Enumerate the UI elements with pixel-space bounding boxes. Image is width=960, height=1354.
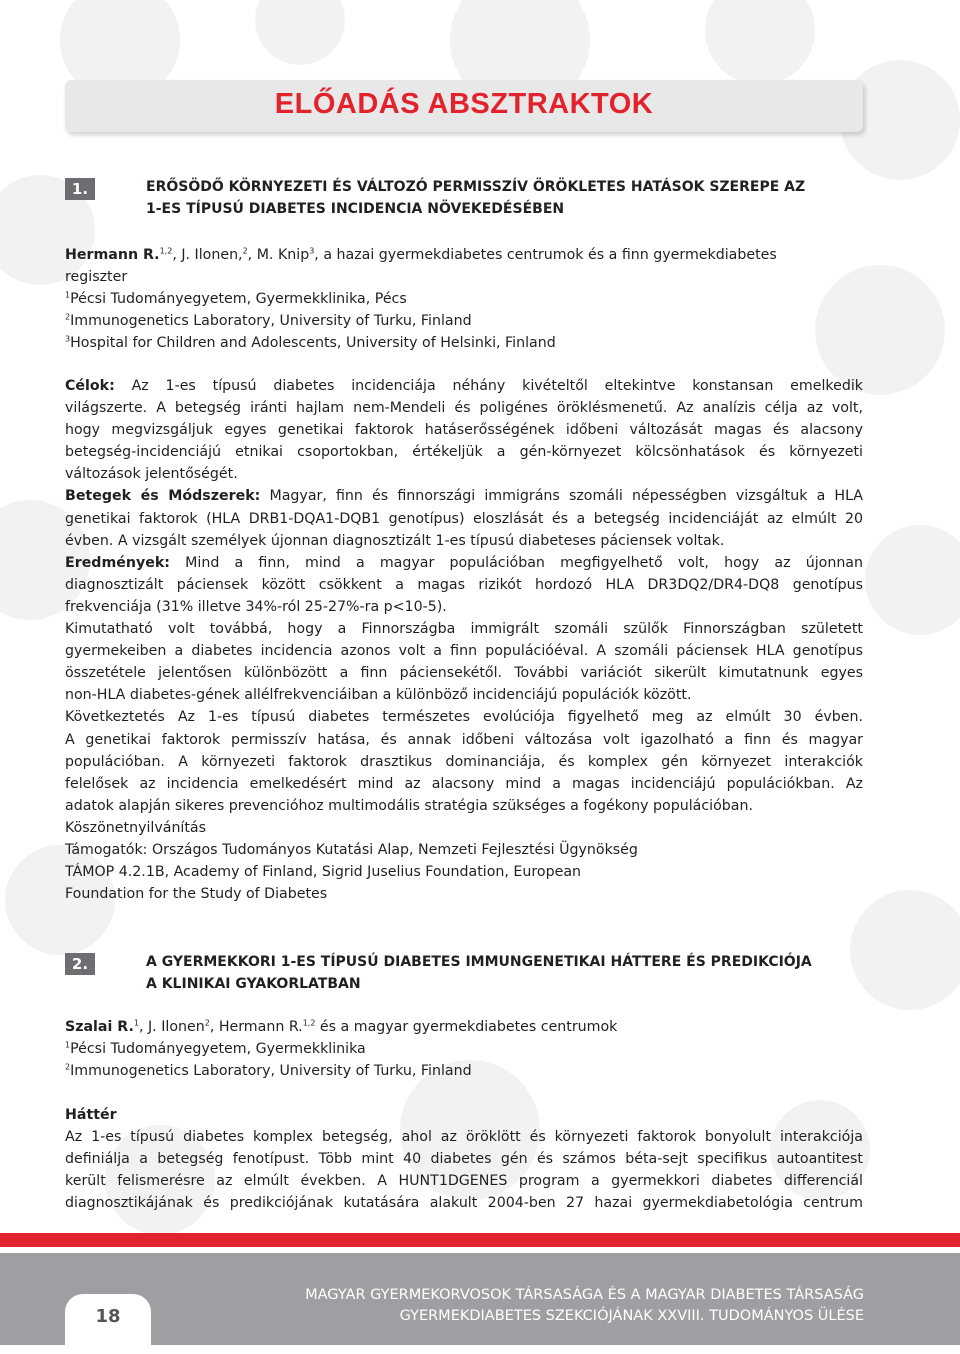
author-text: , J. Ilonen: [138, 1019, 205, 1035]
body-line: [65, 463, 863, 485]
authors-line-1: [65, 244, 863, 266]
section-1-body: [65, 375, 863, 905]
body-text: frekvenciája (31% illetve 34%-ról 25-27%-ra p<10-5).: [65, 598, 447, 615]
body-text: TÁMOP 4.2.1B, Academy of Finland, Sigrid Juselius Foundation, European: [65, 864, 582, 881]
sup: 1,2: [302, 1018, 316, 1028]
lead-author: Hermann R.: [65, 247, 160, 263]
authors-line-2: regiszter: [65, 269, 128, 286]
section-2-title-line1: A GYERMEKKORI 1-ES TÍPUSÚ DIABETES IMMUNGENETIKAI HÁTTERE ÉS PREDIKCIÓJA: [146, 954, 812, 970]
affiliation-text: Immunogenetics Laboratory, University of Turku, Finland: [70, 313, 472, 330]
author-text: , a hazai gyermekdiabetes centrumok és a finn gyermekdiabetes: [314, 247, 777, 263]
affiliation: [65, 1060, 863, 1082]
body-line: [65, 839, 863, 861]
body-line: került felismerésre az elmúlt években. A HUNT1DGENES program a gyermekkori diabetes differenciál: [65, 1173, 863, 1190]
body-line: [65, 729, 863, 751]
body-text: genetikai faktorok (HLA DRB1-DQA1-DQB1 genotípus) eloszlását és a betegség incidenciáját az elmúlt 20: [65, 510, 863, 527]
body-text: gyermekeiben a diabetes incidencia azonos volt a finn populációéval. A szomáli páciensek HLA genotípus: [65, 643, 863, 660]
body-text: A genetikai faktorok permisszív hatása, és annak időbeni változása volt igazolható a finn és magyar: [65, 731, 863, 748]
footer-text: [305, 1285, 864, 1327]
body-text: Köszönetnyilvánítás: [65, 819, 207, 836]
body-line: [65, 795, 863, 817]
affiliation-sup: 2: [65, 1062, 71, 1072]
body-text: Kimutatható volt továbbá, hogy a Finnországba immigrált szomáli szülők Finnországban született: [65, 621, 863, 638]
affiliation: [65, 332, 863, 354]
section-2-title-line2: A KLINIKAI GYAKORLATBAN: [146, 976, 361, 992]
section-1-number: 1.: [65, 178, 95, 200]
section-1-title: [146, 176, 863, 220]
body-line: [65, 684, 863, 706]
body-text: Következtetés Az 1-es típusú diabetes természetes evolúciója figyelhető meg az elmúlt 30 évben.: [65, 709, 863, 726]
section-2-title: [146, 951, 863, 995]
body-text: hogy megvizsgáljuk egyes genetikai faktorok hatáserősségének időbeni változását magas és alacsony: [65, 422, 863, 439]
section-label: Eredmények:: [65, 554, 170, 571]
section-1-affiliations: [65, 288, 863, 354]
affiliation-text: Pécsi Tudományegyetem, Gyermekklinika, Pécs: [70, 291, 407, 308]
affiliation-sup: 1: [65, 290, 71, 300]
authors-line: [65, 1016, 863, 1038]
body-line: [65, 375, 863, 397]
section-2-affiliations: [65, 1038, 863, 1082]
body-line: [65, 662, 863, 684]
body-line: [65, 773, 863, 795]
body-line: [65, 574, 863, 596]
body-line: [65, 706, 863, 728]
body-line: Az 1-es típusú diabetes komplex betegség, ahol az öröklött és környezeti faktorok bonyolult interakciója: [65, 1129, 863, 1146]
sup: 2: [204, 1018, 210, 1028]
body-text: betegség-incidenciájú etnikai csoportokban, értékeljük a gén-környezet kölcsönhatások és környezeti: [65, 444, 863, 461]
body-text: változások jelentőségét.: [65, 466, 238, 483]
author-text: és a magyar gyermekdiabetes centrumok: [315, 1019, 618, 1035]
section-2-authors: [65, 1016, 863, 1082]
author-text: , M. Knip: [247, 247, 310, 263]
body-text: Foundation for the Study of Diabetes: [65, 886, 328, 903]
body-text: Támogatók: Országos Tudományos Kutatási Alap, Nemzeti Fejlesztési Ügynökség: [65, 841, 638, 858]
body-line: [65, 508, 863, 530]
author-text: , Hermann R.: [209, 1019, 303, 1035]
affiliation: [65, 288, 863, 310]
body-line: [65, 552, 863, 574]
footer-line-1: MAGYAR GYERMEKORVOSOK TÁRSASÁGA ÉS A MAGYAR DIABETES TÁRSASÁG: [305, 1287, 864, 1303]
body-text: Az 1-es típusú diabetes incidenciája néhány kivételtől eltekintve konstansan emelkedik: [114, 378, 863, 394]
affiliation-sup: 1: [65, 1040, 71, 1050]
body-text: felelősek az incidencia emelkedésért mind az alacsony mind a magas incidenciájú populációkban. Az: [65, 775, 863, 792]
section-2-subheading: Háttér: [65, 1107, 117, 1123]
section-2-number: 2.: [65, 953, 95, 975]
section-label: Célok:: [65, 378, 115, 394]
sup: 1,2: [159, 246, 173, 256]
body-text: összetétele jelentősen különbözött a finn páciensekétől. További variációt sikerült kimutatnunk egyes: [65, 665, 863, 682]
body-text: diagnosztizált páciensek között csökkent a magas rizikót hordozó HLA DR3DQ2/DR4-DQ8 genotípus: [65, 576, 863, 593]
affiliation-text: Hospital for Children and Adolescents, University of Helsinki, Finland: [70, 335, 556, 352]
body-line: [65, 618, 863, 640]
sup: 3: [309, 246, 315, 256]
page-number: 18: [65, 1294, 151, 1354]
body-line: [65, 817, 863, 839]
affiliation: [65, 1038, 863, 1060]
affiliation-text: Immunogenetics Laboratory, University of Turku, Finland: [70, 1063, 472, 1080]
affiliation-sup: 3: [65, 334, 71, 344]
body-text: adatok alapján sikeres prevencióhoz multimodális stratégia szükséges a fogékony populációban.: [65, 797, 753, 814]
body-line: [65, 485, 863, 507]
body-line: [65, 883, 863, 905]
footer-line-2: GYERMEKDIABETES SZEKCIÓJÁNAK XXVIII. TUDOMÁNYOS ÜLÉSE: [399, 1308, 864, 1324]
affiliation-sup: 2: [65, 312, 71, 322]
body-text: évben. A vizsgált személyek újonnan diagnosztizált 1-es típusú diabeteses páciensek voltak.: [65, 532, 725, 549]
section-2-body: [65, 1126, 863, 1214]
body-text: populációban. A környezeti faktorok drasztikus dominanciája, és komplex gén környezet interakciók: [65, 753, 863, 770]
section-2-background: [65, 1104, 863, 1214]
body-line: [65, 751, 863, 773]
body-text: Mind a finn, mind a magyar populációban megfigyelhető volt, hogy az újonnan: [169, 554, 863, 571]
body-text: non-HLA diabetes-gének allélfrekvenciáiban a különböző incidenciájú populációk között.: [65, 687, 692, 704]
body-line: [65, 397, 863, 419]
body-line: [65, 419, 863, 441]
body-text: világszerte. A betegség iránti hajlam nem-Mendeli és poligénes öröklésmenetű. Az analízis célja az volt,: [65, 400, 863, 417]
sup: 1: [133, 1018, 139, 1028]
affiliation-text: Pécsi Tudományegyetem, Gyermekklinika: [70, 1041, 366, 1058]
body-line: diagnosztikájának és predikciójának kutatására alakult 2004-ben 27 hazai gyermekdiabetológia centrum: [65, 1195, 863, 1212]
body-line: definiálja a betegség fenotípust. Több mint 40 diabetes gén és számos béta-sejt specifikus autoantitest: [65, 1151, 863, 1168]
section-1-authors: [65, 244, 863, 354]
section-label: Betegek és Módszerek:: [65, 488, 261, 505]
lead-author: Szalai R.: [65, 1019, 134, 1035]
body-line: [65, 640, 863, 662]
section-1-title-line1: ERŐSÖDŐ KÖRNYEZETI ÉS VÁLTOZÓ PERMISSZÍV ÖRÖKLETES HATÁSOK SZEREPE AZ: [146, 179, 806, 195]
affiliation: [65, 310, 863, 332]
header-bar: [65, 80, 863, 132]
body-line: [65, 861, 863, 883]
sup: 2: [242, 246, 248, 256]
author-text: , J. Ilonen,: [172, 247, 243, 263]
body-line: [65, 441, 863, 463]
body-text: Magyar, finn és finnországi immigráns szomáli népességben vizsgáltuk a HLA: [260, 488, 864, 505]
section-1-title-line2: 1-ES TÍPUSÚ DIABETES INCIDENCIA NÖVEKEDÉSÉBEN: [146, 201, 565, 217]
page-title: ELŐADÁS ABSZTRAKTOK: [274, 88, 654, 120]
body-line: [65, 530, 863, 552]
body-line: [65, 596, 863, 618]
footer-stripe: [0, 1233, 960, 1247]
